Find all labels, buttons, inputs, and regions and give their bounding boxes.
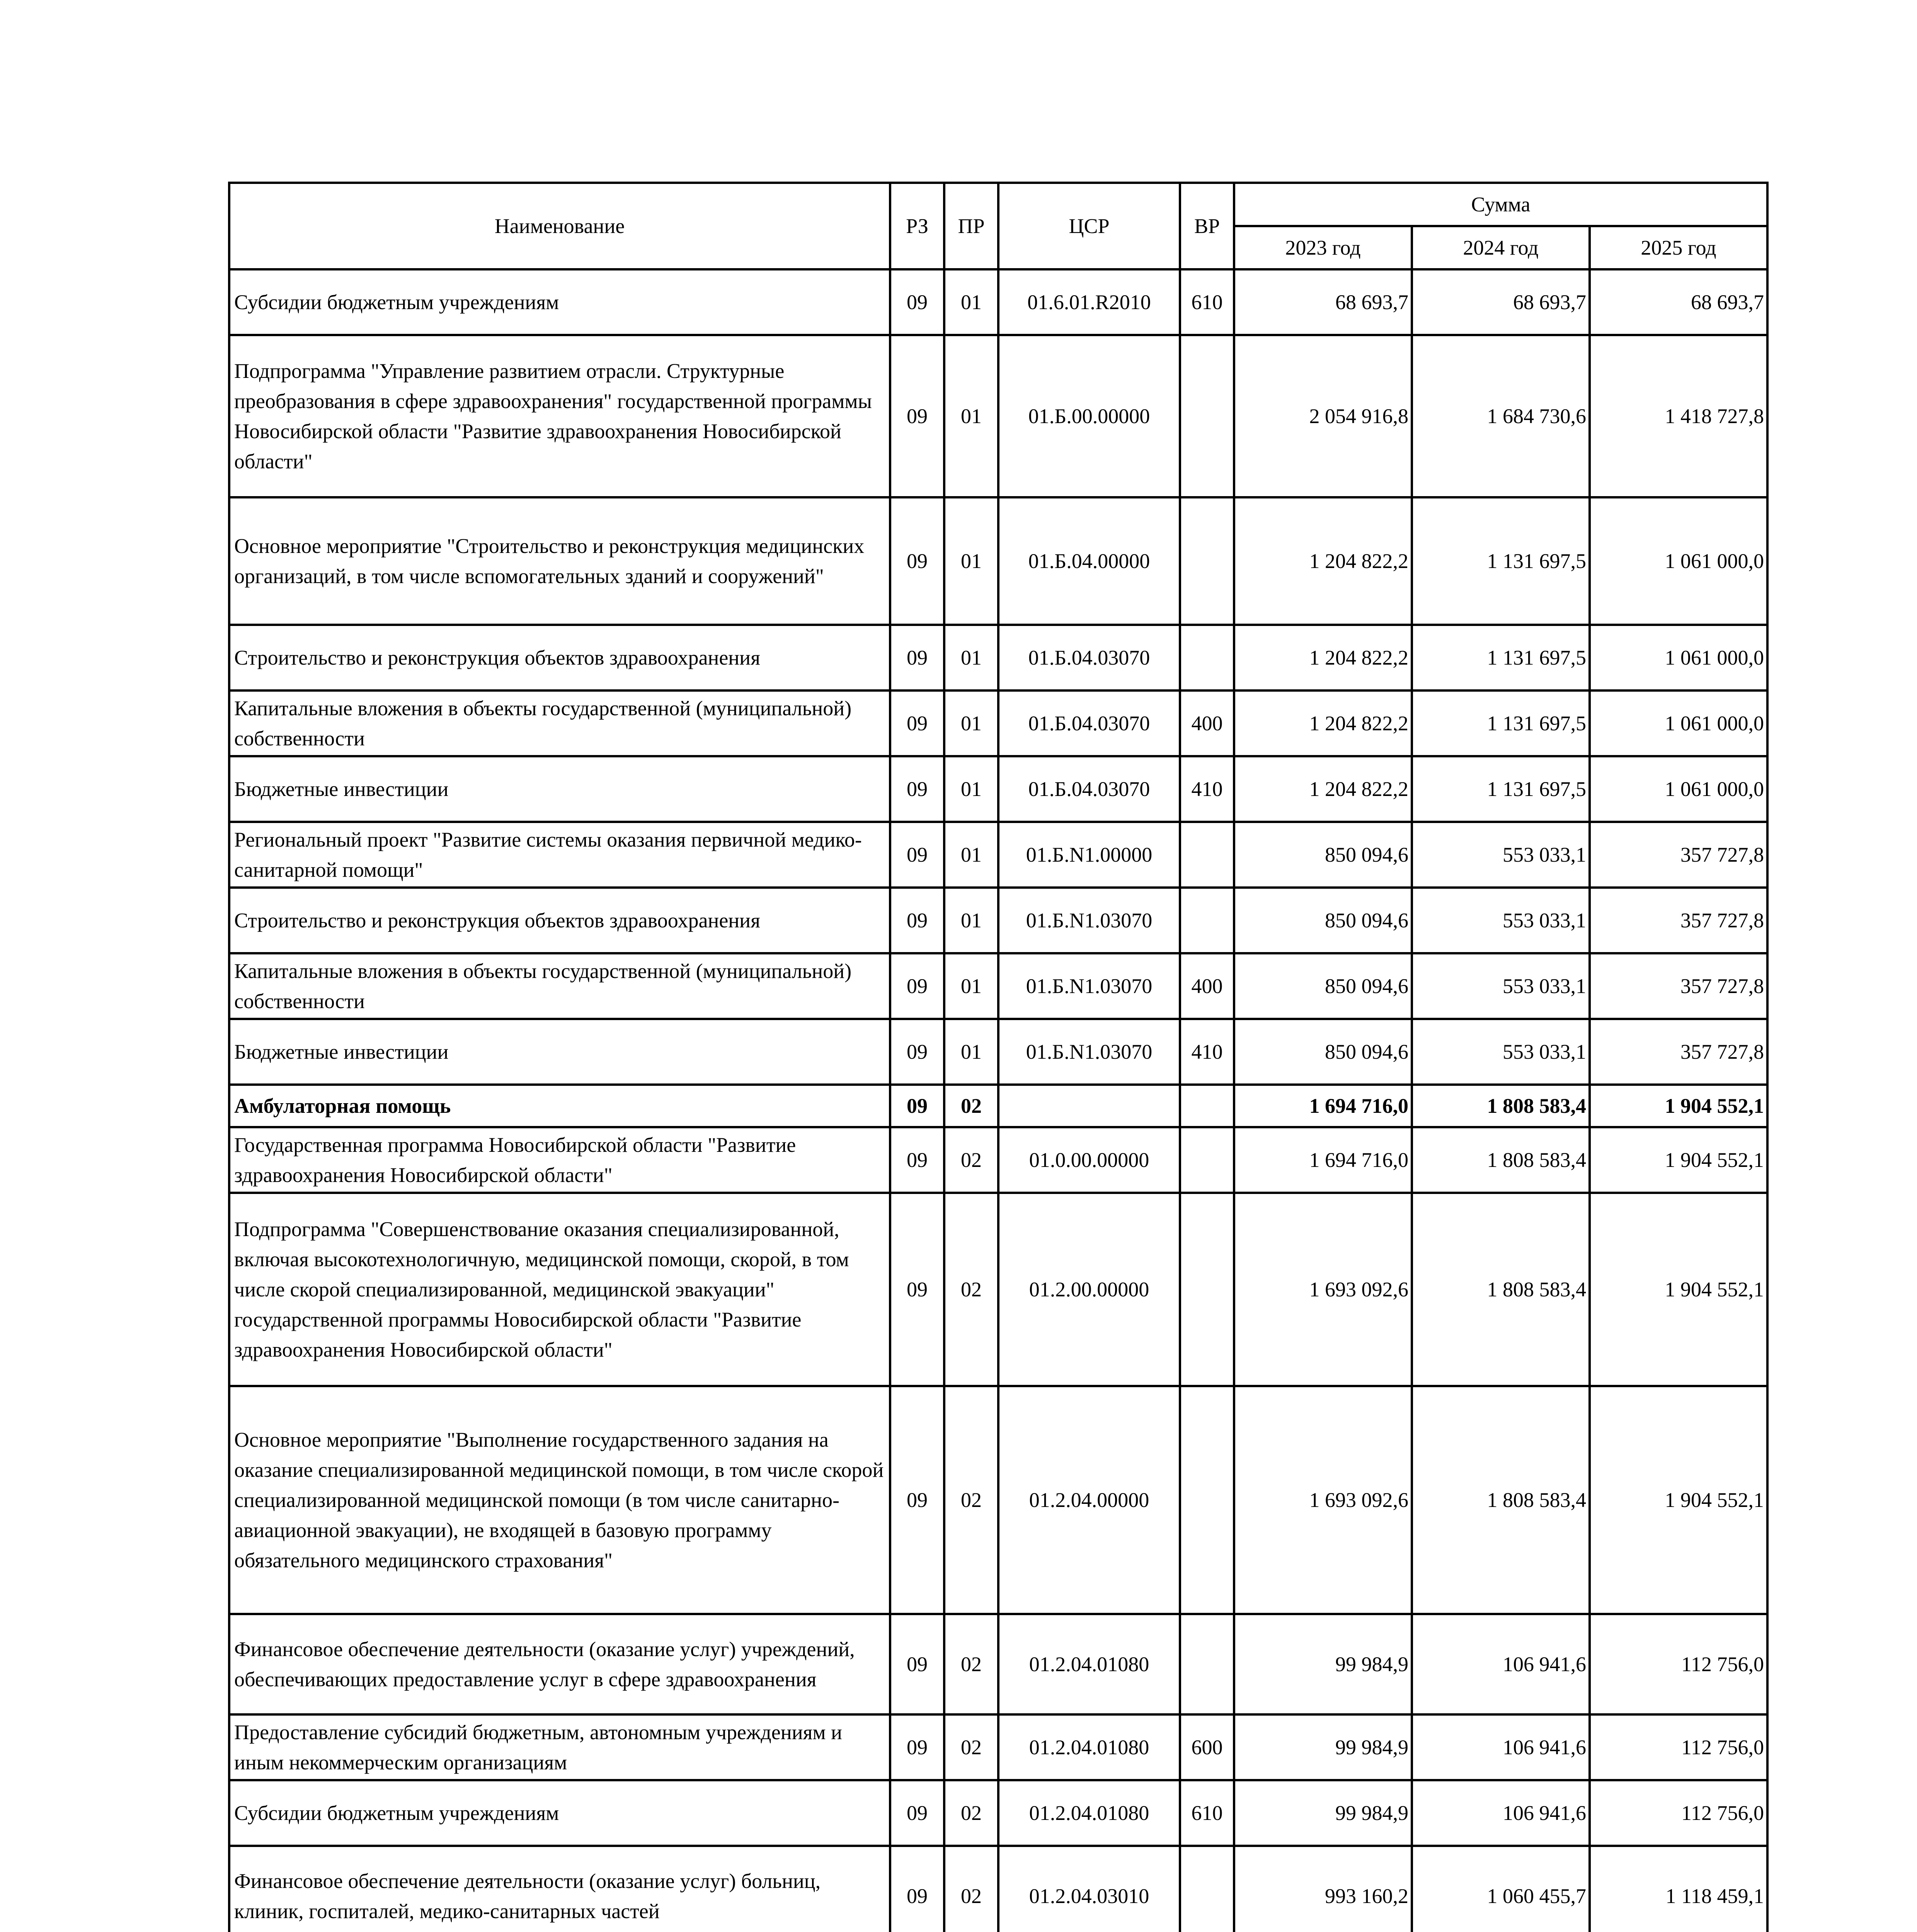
- cell-name: Государственная программа Новосибирской области "Развитие здравоохранения Новосибирской области": [229, 1127, 890, 1193]
- cell-rz: 09: [890, 1714, 944, 1780]
- table-row: [229, 497, 1767, 625]
- cell-name: Капитальные вложения в объекты государственной (муниципальной) собственности: [229, 953, 890, 1019]
- cell-vr: [1180, 497, 1234, 625]
- header-sum: Сумма: [1234, 183, 1767, 226]
- cell-rz: 09: [890, 1085, 944, 1127]
- cell-2025: 357 727,8: [1590, 1019, 1767, 1085]
- cell-2024: 1 131 697,5: [1412, 690, 1590, 756]
- cell-vr: [1180, 1085, 1234, 1127]
- cell-csr: 01.Б.04.03070: [998, 625, 1180, 690]
- cell-csr: 01.Б.N1.03070: [998, 888, 1180, 953]
- header-rz: РЗ: [890, 183, 944, 269]
- cell-pr: 02: [944, 1193, 998, 1386]
- table-row: [229, 756, 1767, 822]
- cell-2023: 850 094,6: [1234, 888, 1412, 953]
- table-row: [229, 1085, 1767, 1127]
- cell-pr: 01: [944, 335, 998, 497]
- cell-2024: 1 060 455,7: [1412, 1846, 1590, 1932]
- table-row: [229, 1193, 1767, 1386]
- cell-2024: 1 808 583,4: [1412, 1127, 1590, 1193]
- cell-csr: 01.2.04.01080: [998, 1714, 1180, 1780]
- cell-2023: 99 984,9: [1234, 1614, 1412, 1714]
- cell-rz: 09: [890, 1386, 944, 1614]
- cell-pr: 01: [944, 822, 998, 888]
- cell-csr: [998, 1085, 1180, 1127]
- cell-csr: 01.2.00.00000: [998, 1193, 1180, 1386]
- cell-name: Субсидии бюджетным учреждениям: [229, 269, 890, 335]
- cell-vr: [1180, 1846, 1234, 1932]
- cell-2024: 68 693,7: [1412, 269, 1590, 335]
- cell-name: Основное мероприятие "Строительство и реконструкция медицинских организаций, в том числе вспомогательных зданий и сооружений": [229, 497, 890, 625]
- cell-csr: 01.2.04.03010: [998, 1846, 1180, 1932]
- cell-name: Основное мероприятие "Выполнение государственного задания на оказание специализированной медицинской помощи, в том числе скорой специализированной медицинской помощи (в том числе санитарно-авиационной эвакуации), не входящей в базовую программу обязательного медицинского страхования": [229, 1386, 890, 1614]
- cell-pr: 01: [944, 497, 998, 625]
- cell-rz: 09: [890, 1193, 944, 1386]
- table-row: [229, 690, 1767, 756]
- cell-2025: 1 418 727,8: [1590, 335, 1767, 497]
- header-csr: ЦСР: [998, 183, 1180, 269]
- cell-pr: 02: [944, 1386, 998, 1614]
- header-year-2024: 2024 год: [1412, 226, 1590, 269]
- cell-name: Субсидии бюджетным учреждениям: [229, 1780, 890, 1846]
- cell-2025: 1 061 000,0: [1590, 756, 1767, 822]
- cell-rz: 09: [890, 690, 944, 756]
- cell-2025: 1 904 552,1: [1590, 1085, 1767, 1127]
- cell-2023: 1 693 092,6: [1234, 1193, 1412, 1386]
- cell-pr: 01: [944, 1019, 998, 1085]
- cell-2025: 357 727,8: [1590, 888, 1767, 953]
- cell-vr: 610: [1180, 1780, 1234, 1846]
- cell-rz: 09: [890, 1614, 944, 1714]
- cell-2023: 850 094,6: [1234, 822, 1412, 888]
- cell-csr: 01.Б.04.00000: [998, 497, 1180, 625]
- cell-2024: 553 033,1: [1412, 1019, 1590, 1085]
- cell-csr: 01.2.04.00000: [998, 1386, 1180, 1614]
- table-row: [229, 1127, 1767, 1193]
- cell-2025: 112 756,0: [1590, 1780, 1767, 1846]
- cell-csr: 01.2.04.01080: [998, 1614, 1180, 1714]
- cell-vr: [1180, 335, 1234, 497]
- cell-2025: 1 118 459,1: [1590, 1846, 1767, 1932]
- cell-rz: 09: [890, 1846, 944, 1932]
- cell-name: Капитальные вложения в объекты государственной (муниципальной) собственности: [229, 690, 890, 756]
- cell-csr: 01.Б.N1.03070: [998, 953, 1180, 1019]
- table-row: [229, 1846, 1767, 1932]
- table-row: [229, 625, 1767, 690]
- cell-pr: 01: [944, 269, 998, 335]
- budget-table: [228, 182, 1769, 1932]
- cell-2024: 553 033,1: [1412, 953, 1590, 1019]
- header-year-2025: 2025 год: [1590, 226, 1767, 269]
- table-row: [229, 1614, 1767, 1714]
- cell-vr: 610: [1180, 269, 1234, 335]
- cell-2023: 1 204 822,2: [1234, 756, 1412, 822]
- cell-2023: 68 693,7: [1234, 269, 1412, 335]
- cell-pr: 01: [944, 625, 998, 690]
- cell-name: Строительство и реконструкция объектов здравоохранения: [229, 888, 890, 953]
- cell-pr: 01: [944, 888, 998, 953]
- cell-vr: 410: [1180, 1019, 1234, 1085]
- cell-csr: 01.6.01.R2010: [998, 269, 1180, 335]
- cell-pr: 02: [944, 1714, 998, 1780]
- cell-2024: 106 941,6: [1412, 1780, 1590, 1846]
- cell-csr: 01.Б.04.03070: [998, 756, 1180, 822]
- cell-vr: [1180, 1386, 1234, 1614]
- cell-name: Финансовое обеспечение деятельности (оказание услуг) учреждений, обеспечивающих предоставление услуг в сфере здравоохранения: [229, 1614, 890, 1714]
- cell-pr: 02: [944, 1085, 998, 1127]
- cell-rz: 09: [890, 822, 944, 888]
- cell-2024: 1 808 583,4: [1412, 1386, 1590, 1614]
- cell-2025: 1 904 552,1: [1590, 1386, 1767, 1614]
- cell-2023: 850 094,6: [1234, 953, 1412, 1019]
- table-row: [229, 335, 1767, 497]
- cell-rz: 09: [890, 1780, 944, 1846]
- cell-vr: [1180, 1127, 1234, 1193]
- cell-name: Подпрограмма "Совершенствование оказания специализированной, включая высокотехнологичную, медицинской помощи, скорой, в том числе скорой специализированной, медицинской эвакуации" государственной программы Новосибирской области "Развитие здравоохранения Новосибирской области": [229, 1193, 890, 1386]
- cell-2024: 553 033,1: [1412, 822, 1590, 888]
- table-row: [229, 822, 1767, 888]
- cell-pr: 01: [944, 953, 998, 1019]
- cell-rz: 09: [890, 1127, 944, 1193]
- cell-csr: 01.Б.N1.00000: [998, 822, 1180, 888]
- cell-2023: 1 204 822,2: [1234, 690, 1412, 756]
- cell-rz: 09: [890, 953, 944, 1019]
- cell-vr: [1180, 625, 1234, 690]
- cell-2025: 68 693,7: [1590, 269, 1767, 335]
- cell-2024: 1 808 583,4: [1412, 1193, 1590, 1386]
- cell-name: Подпрограмма "Управление развитием отрасли. Структурные преобразования в сфере здравоохранения" государственной программы Новосибирской области "Развитие здравоохранения Новосибирской области": [229, 335, 890, 497]
- header-vr: ВР: [1180, 183, 1234, 269]
- table-row: [229, 1714, 1767, 1780]
- cell-pr: 02: [944, 1127, 998, 1193]
- cell-rz: 09: [890, 625, 944, 690]
- cell-2023: 1 693 092,6: [1234, 1386, 1412, 1614]
- cell-pr: 02: [944, 1846, 998, 1932]
- cell-csr: 01.0.00.00000: [998, 1127, 1180, 1193]
- cell-csr: 01.2.04.01080: [998, 1780, 1180, 1846]
- cell-rz: 09: [890, 756, 944, 822]
- cell-2023: 1 204 822,2: [1234, 497, 1412, 625]
- cell-2024: 1 131 697,5: [1412, 497, 1590, 625]
- cell-2025: 1 061 000,0: [1590, 497, 1767, 625]
- header-name: Наименование: [229, 183, 890, 269]
- cell-vr: [1180, 1193, 1234, 1386]
- cell-pr: 02: [944, 1780, 998, 1846]
- cell-pr: 02: [944, 1614, 998, 1714]
- cell-2023: 1 694 716,0: [1234, 1127, 1412, 1193]
- cell-2023: 1 204 822,2: [1234, 625, 1412, 690]
- cell-name: Предоставление субсидий бюджетным, автономным учреждениям и иным некоммерческим организациям: [229, 1714, 890, 1780]
- cell-2025: 357 727,8: [1590, 822, 1767, 888]
- cell-2024: 1 131 697,5: [1412, 625, 1590, 690]
- cell-2024: 1 131 697,5: [1412, 756, 1590, 822]
- cell-2024: 106 941,6: [1412, 1714, 1590, 1780]
- cell-2023: 99 984,9: [1234, 1780, 1412, 1846]
- cell-name: Бюджетные инвестиции: [229, 1019, 890, 1085]
- cell-2025: 112 756,0: [1590, 1614, 1767, 1714]
- table-row: [229, 888, 1767, 953]
- budget-table-sheet: [228, 182, 1766, 1932]
- table-row: [229, 953, 1767, 1019]
- cell-vr: 400: [1180, 690, 1234, 756]
- cell-2024: 106 941,6: [1412, 1614, 1590, 1714]
- cell-2025: 1 061 000,0: [1590, 690, 1767, 756]
- cell-vr: [1180, 822, 1234, 888]
- cell-rz: 09: [890, 335, 944, 497]
- cell-csr: 01.Б.04.03070: [998, 690, 1180, 756]
- cell-2024: 1 684 730,6: [1412, 335, 1590, 497]
- cell-rz: 09: [890, 497, 944, 625]
- cell-2023: 1 694 716,0: [1234, 1085, 1412, 1127]
- table-body: [229, 269, 1767, 1932]
- cell-2024: 1 808 583,4: [1412, 1085, 1590, 1127]
- cell-2023: 2 054 916,8: [1234, 335, 1412, 497]
- cell-csr: 01.Б.00.00000: [998, 335, 1180, 497]
- cell-name: Строительство и реконструкция объектов здравоохранения: [229, 625, 890, 690]
- cell-vr: 600: [1180, 1714, 1234, 1780]
- table-header: [229, 183, 1767, 269]
- cell-2024: 553 033,1: [1412, 888, 1590, 953]
- cell-2025: 112 756,0: [1590, 1714, 1767, 1780]
- cell-vr: 410: [1180, 756, 1234, 822]
- cell-pr: 01: [944, 690, 998, 756]
- cell-2023: 99 984,9: [1234, 1714, 1412, 1780]
- cell-vr: 400: [1180, 953, 1234, 1019]
- cell-name: Региональный проект "Развитие системы оказания первичной медико-санитарной помощи": [229, 822, 890, 888]
- cell-name: Амбулаторная помощь: [229, 1085, 890, 1127]
- cell-2023: 850 094,6: [1234, 1019, 1412, 1085]
- cell-2025: 357 727,8: [1590, 953, 1767, 1019]
- cell-2025: 1 904 552,1: [1590, 1193, 1767, 1386]
- cell-2025: 1 061 000,0: [1590, 625, 1767, 690]
- cell-2023: 993 160,2: [1234, 1846, 1412, 1932]
- cell-rz: 09: [890, 269, 944, 335]
- cell-pr: 01: [944, 756, 998, 822]
- cell-name: Финансовое обеспечение деятельности (оказание услуг) больниц, клиник, госпиталей, медико-санитарных частей: [229, 1846, 890, 1932]
- cell-csr: 01.Б.N1.03070: [998, 1019, 1180, 1085]
- cell-vr: [1180, 888, 1234, 953]
- table-row: [229, 1386, 1767, 1614]
- header-year-2023: 2023 год: [1234, 226, 1412, 269]
- header-pr: ПР: [944, 183, 998, 269]
- cell-rz: 09: [890, 1019, 944, 1085]
- table-row: [229, 1019, 1767, 1085]
- cell-rz: 09: [890, 888, 944, 953]
- cell-2025: 1 904 552,1: [1590, 1127, 1767, 1193]
- table-row: [229, 1780, 1767, 1846]
- cell-vr: [1180, 1614, 1234, 1714]
- cell-name: Бюджетные инвестиции: [229, 756, 890, 822]
- table-row: [229, 269, 1767, 335]
